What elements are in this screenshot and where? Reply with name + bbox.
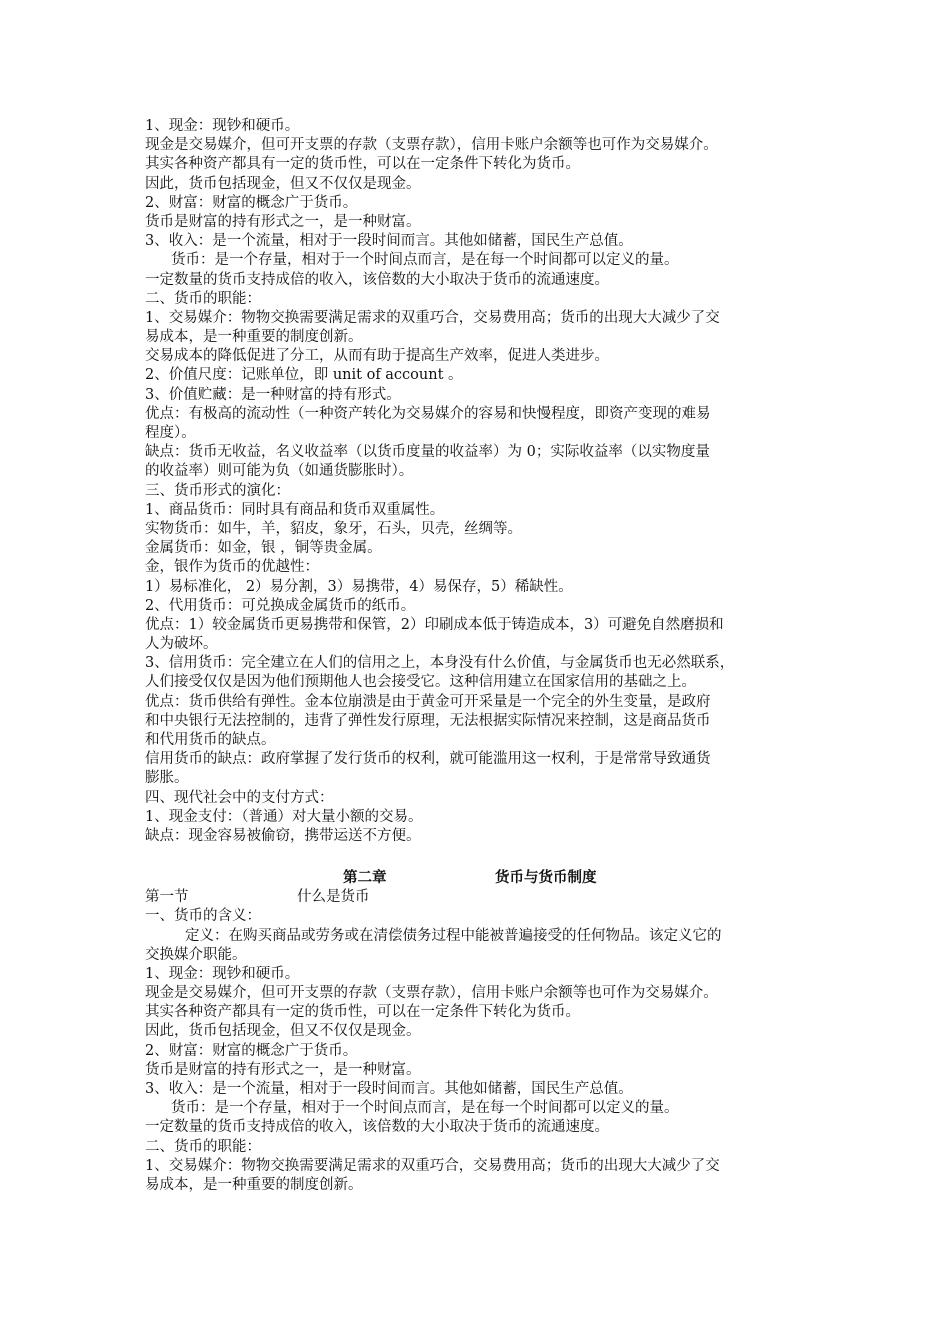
paragraph-spacer xyxy=(145,846,810,868)
text-line: 1、交易媒介：物物交换需要满足需求的双重巧合，交易费用高；货币的出现大大减少了交 xyxy=(145,309,720,326)
text-line: 二、货币的职能： xyxy=(145,290,261,307)
text-line: 和中央银行无法控制的，违背了弹性发行原理，无法根据实际情况来控制，这是商品货币 xyxy=(145,712,711,729)
text-line: 因此，货币包括现金，但又不仅仅是现金。 xyxy=(145,1023,421,1040)
section-heading xyxy=(145,888,810,907)
text-line: 金属货币：如金，银 ，铜等贵金属。 xyxy=(145,540,382,557)
chapter-title: 货币与货币制度 xyxy=(495,869,597,887)
text-block-1 xyxy=(145,117,810,846)
chapter-number: 第二章 xyxy=(343,869,387,887)
text-line: 1）易标准化， 2）易分割，3）易携带，4）易保存，5）稀缺性。 xyxy=(145,578,573,595)
text-line: 其实各种资产都具有一定的货币性，可以在一定条件下转化为货币。 xyxy=(145,156,580,173)
text-line: 优点：货币供给有弹性。金本位崩溃是由于黄金可开采量是一个完全的外生变量，是政府 xyxy=(145,693,711,710)
text-line: 缺点：现金容易被偷窃，携带运送不方便。 xyxy=(145,827,421,844)
text-line: 交换媒介职能。 xyxy=(145,946,247,963)
chapter-heading xyxy=(145,868,810,888)
text-line: 1、商品货币：同时具有商品和货币双重属性。 xyxy=(145,501,445,518)
text-line: 二、货币的职能： xyxy=(145,1138,261,1155)
text-line: 1、现金：现钞和硬币。 xyxy=(145,965,300,982)
text-line: 1、现金支付：（普通）对大量小额的交易。 xyxy=(145,808,423,825)
text-line: 交易成本的降低促进了分工，从而有助于提高生产效率，促进人类进步。 xyxy=(145,348,609,365)
text-line: 金，银作为货币的优越性： xyxy=(145,559,319,576)
text-line: 3、价值贮藏：是一种财富的持有形式。 xyxy=(145,386,401,403)
text-line: 现金是交易媒介，但可开支票的存款（支票存款），信用卡账户余额等也可作为交易媒介。 xyxy=(145,137,718,154)
text-line: 和代用货币的缺点。 xyxy=(145,732,276,748)
text-line: 缺点：货币无收益，名义收益率（以货币度量的收益率）为 0；实际收益率（以实物度量 xyxy=(145,444,710,461)
text-line: 2、财富：财富的概念广于货币。 xyxy=(145,194,358,211)
text-line: 2、价值尺度：记账单位，即 unit of account 。 xyxy=(145,367,463,384)
text-line: 3、收入：是一个流量，相对于一段时间而言。其他如储蓄，国民生产总值。 xyxy=(145,233,633,250)
text-line: 一定数量的货币支持成倍的收入，该倍数的大小取决于货币的流通速度。 xyxy=(145,1119,609,1136)
text-line: 优点：有极高的流动性（一种资产转化为交易媒介的容易和快慢程度，即资产变现的难易 xyxy=(145,405,711,422)
section-title: 什么是货币 xyxy=(297,889,370,906)
text-line: 定义：在购买商品或劳务或在清偿债务过程中能被普遍接受的任何物品。该定义它的 xyxy=(185,927,722,944)
text-line: 一定数量的货币支持成倍的收入，该倍数的大小取决于货币的流通速度。 xyxy=(145,271,609,288)
text-line: 人为破坏。 xyxy=(145,636,218,653)
text-line: 程度）。 xyxy=(145,425,196,441)
text-block-2 xyxy=(145,907,810,1195)
text-line: 三、货币形式的演化： xyxy=(145,482,290,499)
text-line: 货币：是一个存量，相对于一个时间点而言，是在每一个时间都可以定义的量。 xyxy=(171,1100,679,1117)
text-line: 现金是交易媒介，但可开支票的存款（支票存款），信用卡账户余额等也可作为交易媒介。 xyxy=(145,985,718,1002)
section-number: 第一节 xyxy=(145,889,189,906)
text-line: 2、代用货币：可兑换成金属货币的纸币。 xyxy=(145,597,416,614)
text-line: 1、交易媒介：物物交换需要满足需求的双重巧合，交易费用高；货币的出现大大减少了交 xyxy=(145,1157,720,1174)
text-line: 四、现代社会中的支付方式： xyxy=(145,789,334,806)
text-line: 因此，货币包括现金，但又不仅仅是现金。 xyxy=(145,175,421,192)
text-line: 易成本，是一种重要的制度创新。 xyxy=(145,1176,363,1193)
text-line: 其实各种资产都具有一定的货币性，可以在一定条件下转化为货币。 xyxy=(145,1004,580,1021)
text-line: 货币是财富的持有形式之一，是一种财富。 xyxy=(145,213,421,230)
text-line: 1、现金：现钞和硬币。 xyxy=(145,118,300,134)
text-line: 膨胀。 xyxy=(145,770,189,787)
text-line: 的收益率）则可能为负（如通货膨胀时）。 xyxy=(145,463,414,480)
text-line: 3、收入：是一个流量，相对于一段时间而言。其他如储蓄，国民生产总值。 xyxy=(145,1081,633,1097)
text-line: 3、信用货币：完全建立在人们的信用之上，本身没有什么价值，与金属货币也无必然联系， xyxy=(145,655,735,672)
text-line: 人们接受仅仅是因为他们预期他人也会接受它。这种信用建立在国家信用的基础之上。 xyxy=(145,674,696,691)
text-line: 实物货币：如牛，羊，貂皮，象牙，石头，贝壳，丝绸等。 xyxy=(145,520,522,537)
text-line: 一、货币的含义： xyxy=(145,908,261,925)
text-line: 货币是财富的持有形式之一，是一种财富。 xyxy=(145,1061,421,1078)
text-line: 2、财富：财富的概念广于货币。 xyxy=(145,1042,358,1059)
text-line: 货币：是一个存量，相对于一个时间点而言，是在每一个时间都可以定义的量。 xyxy=(171,252,679,269)
text-line: 信用货币的缺点：政府掌握了发行货币的权利，就可能滥用这一权利，于是常常导致通货 xyxy=(145,751,711,768)
text-line: 优点：1）较金属货币更易携带和保管，2）印刷成本低于铸造成本，3）可避免自然磨损和 xyxy=(145,616,724,633)
text-line: 易成本，是一种重要的制度创新。 xyxy=(145,329,363,346)
document-body xyxy=(145,117,810,1195)
